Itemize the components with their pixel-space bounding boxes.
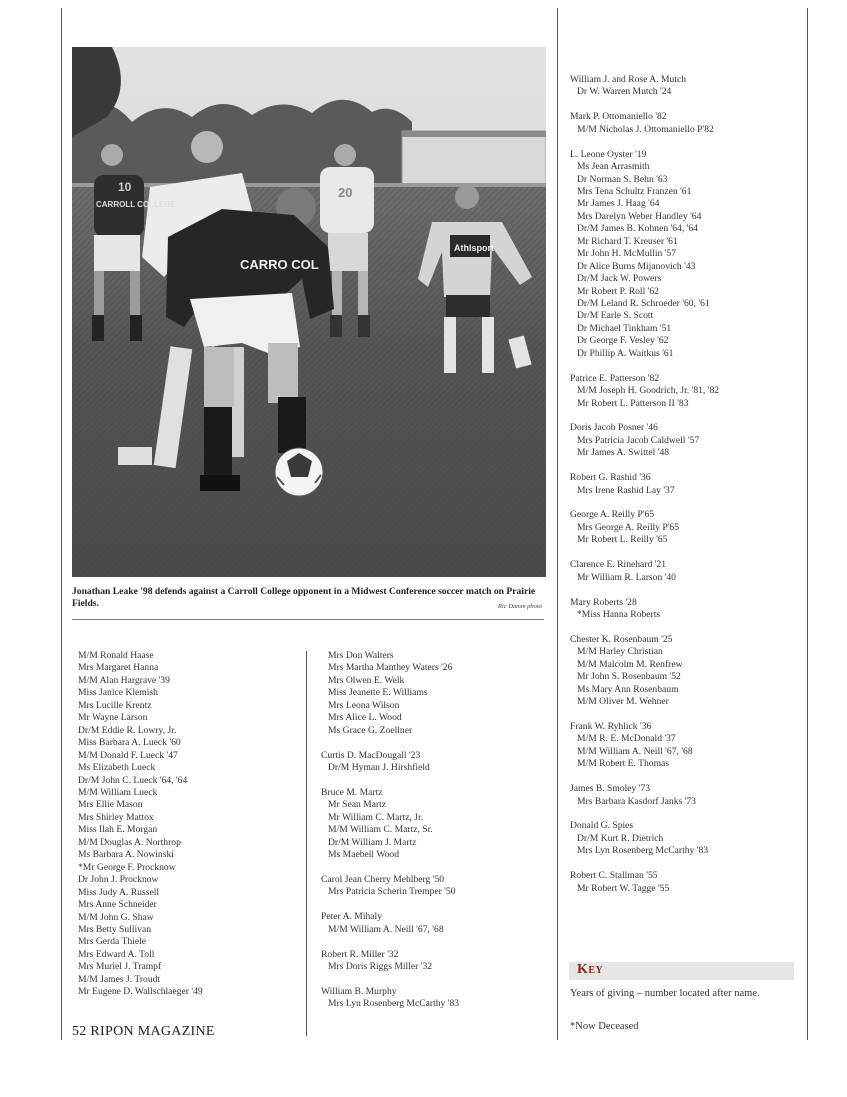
jersey-text-left: CARROLL COLLEGE [96, 200, 176, 209]
donor-group [321, 874, 459, 899]
donor-name: M/M William Lueck [78, 786, 158, 798]
donor-name: *Miss Hanna Roberts [577, 608, 661, 620]
donor-name: Dr/M Hyman J. Hirshfield [328, 762, 430, 774]
honoree-name: William B. Murphy [321, 985, 397, 997]
donor-name: Ms Barbara A. Nowinski [78, 849, 174, 861]
honoree-name: Donald G. Spies [570, 820, 634, 832]
honoree-name: Curtis D. MacDougall '23 [321, 749, 421, 761]
magazine-title: RIPON MAGAZINE [90, 1024, 215, 1039]
donor-group [570, 559, 719, 584]
photo-credit: Ric Damm photo [497, 603, 542, 610]
donor-name: Ms Elizabeth Lueck [78, 762, 156, 774]
donor-name: M/M James J. Troudt [78, 973, 161, 985]
right-column-rule [557, 8, 558, 1040]
donor-name: Mrs Betty Sullivan [78, 923, 152, 935]
photo-caption: Jonathan Leake '98 defends against a Carroll College opponent in a Midwest Conference soccer match on Prairie Fields. [72, 586, 536, 609]
donor-name: Mrs Doris Riggs Miller '32 [328, 961, 433, 973]
honoree-name: Carol Jean Cherry Mehlberg '50 [321, 873, 445, 885]
key-deceased-note: *Now Deceased [570, 1021, 639, 1032]
donor-name: M/M Douglas A. Northrop [78, 836, 181, 848]
donor-name: Mr James J. Haag '64 [577, 198, 660, 210]
donor-group [321, 787, 459, 862]
donor-name: Mrs Olwen E. Welk [328, 674, 405, 686]
donor-name: Ms Grace G. Zoellner [328, 724, 413, 736]
jersey-number-20: 20 [338, 185, 353, 200]
donor-name: Ms Maebell Wood [328, 849, 399, 861]
honoree-name: Mark P. Ottomaniello '82 [570, 111, 667, 123]
donor-name: Ms Mary Ann Rosenbaum [577, 683, 679, 695]
page-footer [72, 1024, 215, 1040]
donor-column-middle [321, 650, 459, 1023]
donor-name: Dr W. Warren Mutch '24 [577, 86, 672, 98]
donor-name: *Mr George F. Procknow [78, 861, 176, 873]
donor-name: Dr Norman S. Behn '63 [577, 173, 668, 185]
jersey-number-10: 10 [118, 180, 132, 194]
honoree-name: Patrice E. Patterson '82 [570, 372, 660, 384]
donor-name: Mrs Lyn Rosenberg McCarthy '83 [577, 845, 709, 857]
donor-name: Mr John H. McMullin '57 [577, 248, 677, 260]
donor-group [570, 111, 719, 136]
donor-name: Mrs Patricia Jacob Caldwell '57 [577, 434, 700, 446]
donor-name: Dr George F. Vesley '62 [577, 335, 669, 347]
donor-group [321, 949, 459, 974]
donor-name: Mrs Alice L. Wood [328, 712, 402, 724]
donor-name: Mr James A. Swittel '48 [577, 447, 670, 459]
donor-group [570, 634, 719, 709]
key-title: Key [577, 962, 604, 977]
donor-name: Mr Robert L. Reilly '65 [577, 534, 668, 546]
donor-name: Mrs Shirley Mattox [78, 811, 154, 823]
honoree-name: Peter A. Mihaly [321, 911, 383, 923]
page-number: 52 [72, 1024, 87, 1039]
donor-group [570, 820, 719, 857]
donor-name: M/M Joseph H. Goodrich, Jr. '81, '82 [577, 385, 720, 397]
donor-name: M/M R. E. McDonald '37 [577, 733, 676, 745]
donor-name: Mrs Irene Rashid Lay '37 [577, 484, 675, 496]
soccer-photo [72, 47, 546, 577]
donor-group [570, 721, 719, 771]
honoree-name: Frank W. Ryhlick '36 [570, 720, 652, 732]
donor-name: Mrs Muriel J. Trampf [78, 961, 162, 973]
center-column-rule [306, 651, 307, 1036]
donor-group [570, 422, 719, 459]
donor-group [321, 750, 459, 775]
donor-name: Mrs Martha Manthey Waters '26 [328, 662, 453, 674]
donor-name: M/M Nicholas J. Ottomaniello P'82 [577, 123, 714, 135]
honoree-name: Mary Roberts '28 [570, 596, 637, 608]
donor-column-left [78, 650, 203, 1011]
donor-name: M/M Harley Christian [577, 646, 663, 658]
donor-name: M/M Donald F. Lueck '47 [78, 749, 178, 761]
caption-divider [72, 619, 544, 620]
donor-name: Mrs Leona Wilson [328, 699, 400, 711]
jersey-text-sponsor: Athlsport [454, 243, 494, 253]
donor-name: Mrs Lyn Rosenberg McCarthy '83 [328, 998, 460, 1010]
donor-group [570, 870, 719, 895]
donor-name: Mrs Anne Schneider [78, 899, 157, 911]
donor-name: M/M John G. Shaw [78, 911, 154, 923]
donor-name: M/M William A. Neill '67, '68 [328, 923, 444, 935]
jersey-text-main: CARRO COL [240, 257, 319, 272]
donor-name: Dr/M William J. Martz [328, 836, 417, 848]
donor-name: Miss Jeanette E. Williams [328, 687, 428, 699]
left-margin-rule [61, 8, 62, 1040]
honoree-name: Robert R. Miller '32 [321, 948, 399, 960]
donor-name: Dr Phillip A. Waitkus '61 [577, 347, 674, 359]
donor-name: Mr William C. Martz, Jr. [328, 811, 424, 823]
donor-group [570, 472, 719, 497]
donor-name: Dr/M Jack W. Powers [577, 273, 662, 285]
soccer-photo-illustration [72, 47, 546, 577]
donor-name: Dr Alice Burns Mijanovich '43 [577, 260, 696, 272]
donor-name: Miss Janice Klemish [78, 687, 158, 699]
donor-name: Dr/M Leland R. Schroeder '60, '61 [577, 298, 710, 310]
honoree-name: William J. and Rose A. Mutch [570, 74, 687, 85]
donor-name: M/M William C. Martz, Sr. [328, 824, 433, 836]
donor-name: Mr Robert P. Roll '62 [577, 285, 659, 297]
donor-name: Mr Richard T. Kreuser '61 [577, 235, 678, 247]
donor-group [570, 74, 719, 99]
donor-name: Mrs Tena Schultz Franzen '61 [577, 185, 692, 197]
donor-name: Mr Robert W. Tagge '55 [577, 882, 670, 894]
honoree-name: George A. Reilly P'65 [570, 509, 655, 521]
donor-name: Mr Wayne Larson [78, 712, 148, 724]
donor-name: Mr William R. Larson '40 [577, 571, 676, 583]
honoree-name: Robert C. Stallman '55 [570, 870, 658, 882]
donor-name: M/M Oliver M. Wehner [577, 696, 669, 708]
donor-name: Mrs Ellie Mason [78, 799, 143, 811]
donor-name: Miss Barbara A. Lueck '60 [78, 737, 181, 749]
donor-name: Dr/M Earle S. Scott [577, 310, 654, 322]
donor-name: Mrs Barbara Kasdorf Janks '73 [577, 795, 696, 807]
honoree-name: L. Leone Oyster '19 [570, 148, 647, 160]
donor-name: M/M Malcolm M. Renfrew [577, 658, 683, 670]
honoree-name: Doris Jacob Posner '46 [570, 422, 658, 434]
donor-name: Dr John J. Procknow [78, 874, 159, 886]
donor-name: M/M Ronald Haase [78, 650, 154, 661]
honoree-name: Robert G. Rashid '36 [570, 472, 651, 484]
donor-group [321, 650, 459, 737]
donor-group [570, 783, 719, 808]
donor-name: Miss Judy A. Russell [78, 886, 160, 898]
donor-name: Mr Eugene D. Wallschlaeger '49 [78, 986, 203, 998]
donor-name: Dr/M Eddie R. Lowry, Jr. [78, 724, 177, 736]
donor-group [78, 650, 203, 999]
honoree-name: Clarence E. Rinehard '21 [570, 559, 667, 571]
donor-name: Mrs George A. Reilly P'65 [577, 521, 680, 533]
donor-name: Mr John S. Rosenbaum '52 [577, 671, 681, 683]
donor-name: Miss Ilah E. Morgan [78, 824, 158, 836]
donor-name: Mr Robert L. Patterson II '83 [577, 397, 689, 409]
donor-name: Mrs Darelyn Weber Handley '64 [577, 210, 702, 222]
donor-group [570, 597, 719, 622]
donor-name: Ms Jean Arrasmith [577, 161, 650, 173]
donor-name: Mr Sean Martz [328, 799, 387, 811]
honoree-name: James B. Smoley '73 [570, 783, 651, 795]
donor-name: Mrs Gerda Thiele [78, 936, 147, 948]
donor-group [570, 373, 719, 410]
donor-name: Mrs Edward A. Toll [78, 948, 155, 960]
donor-name: M/M William A. Neill '67, '68 [577, 745, 693, 757]
donor-name: Mrs Don Walters [328, 650, 394, 661]
honoree-name: Bruce M. Martz [321, 786, 383, 798]
donor-group [321, 911, 459, 936]
donor-group [321, 986, 459, 1011]
donor-name: Mrs Margaret Hanna [78, 662, 159, 674]
donor-name: Dr/M James B. Kohnen '64, '64 [577, 223, 698, 235]
key-description: Years of giving – number located after name. [570, 988, 760, 999]
donor-name: Mrs Patricia Scherin Tremper '50 [328, 886, 456, 898]
donor-group [570, 149, 719, 361]
donor-name: Mrs Lucille Krentz [78, 699, 152, 711]
donor-name: M/M Alan Hargrave '39 [78, 674, 170, 686]
donor-name: M/M Robert E. Thomas [577, 758, 670, 770]
right-margin-rule [807, 8, 808, 1040]
donor-column-right [570, 74, 719, 907]
donor-group [570, 509, 719, 546]
honoree-name: Chester K. Rosenbaum '25 [570, 633, 673, 645]
donor-name: Dr/M Kurt R. Dietrich [577, 832, 664, 844]
donor-name: Dr Michael Tinkham '51 [577, 322, 672, 334]
donor-name: Dr/M John C. Lueck '64, '64 [78, 774, 188, 786]
